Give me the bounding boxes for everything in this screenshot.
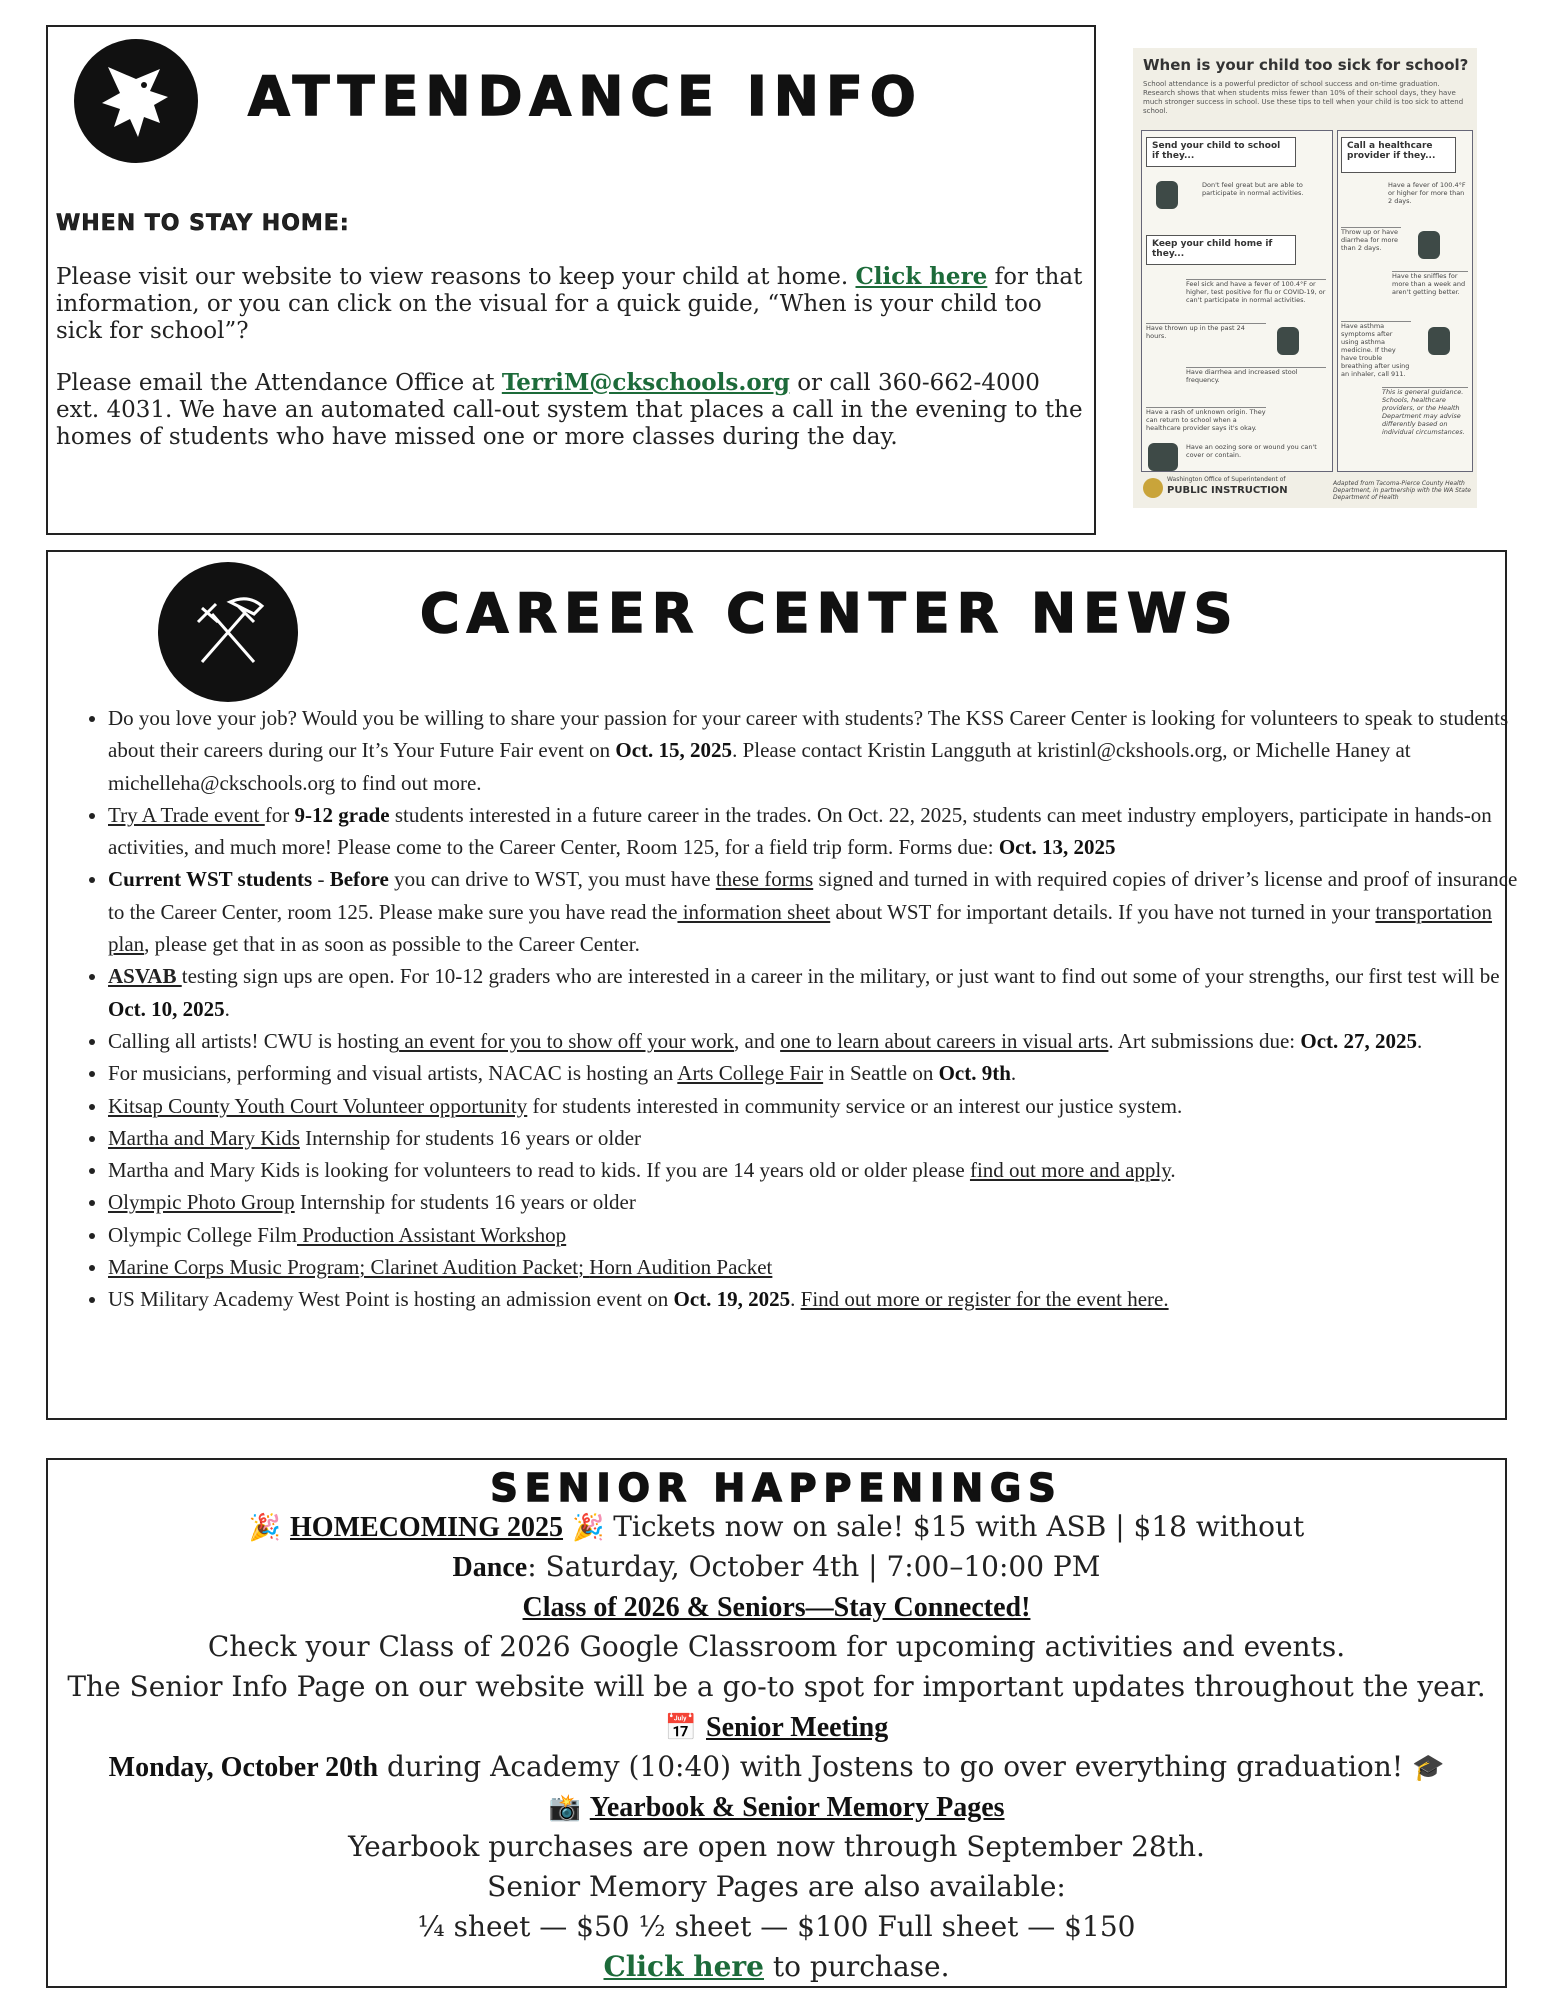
production-assistant-link[interactable]: Production Assistant Workshop [297, 1222, 567, 1247]
prices-line: ¼ sheet — $50 ½ sheet — $100 Full sheet — $150 [417, 1910, 1136, 1943]
list-item: • US Military Academy West Point is hosting an admission event on Oct. 19, 2025. Find out more or register for the event here. [108, 1283, 1538, 1315]
attendance-title: ATTENDANCE INFO [248, 65, 923, 128]
eagle-logo-icon [74, 39, 198, 163]
career-center-section [46, 550, 1518, 1420]
west-point-register-link[interactable]: Find out more or register for the event here. [800, 1287, 1169, 1312]
ospi-seal-icon [1143, 478, 1163, 498]
youth-court-link[interactable]: Kitsap County Youth Court Volunteer opportunity [108, 1093, 528, 1118]
career-title: CAREER CENTER NEWS [420, 582, 1240, 645]
attendance-section [46, 25, 1096, 535]
cwu-visual-arts-link[interactable]: one to learn about careers in visual arts [780, 1028, 1109, 1053]
attendance-paragraph-2: Please email the Attendance Office at TerriM@ckschools.org or call 360-662-4000 ext. 4031. We have an automated call-out system that places a call in the evening to the homes of students who have missed one or more classes during the day. [56, 369, 1083, 450]
party-popper-icon: 🎉 [248, 1513, 282, 1543]
transportation-plan-link[interactable]: transportation plan [108, 899, 1493, 957]
left-column: Send your child to school if they... Don't feel great but are able to participate in normal activities. Keep your child home if they... Feel sick and have a fever of 100.4°F or higher, test positive for flu or COVID-19, or can't participate in normal activities. Have thrown up in the past 24 hours. Have diarrhea and increased stool frequency. Have a rash of unknown origin. They can return to school when a healthcare provider says it's okay. Have an oozing sore or wound you can't cover or contain. [1141, 130, 1333, 472]
list-item: • Calling all artists! CWU is hosting an event for you to show off your work, and one to learn about careers in visual arts. Art submissions due: Oct. 27, 2025. [108, 1025, 1538, 1057]
graphic-credit: Adapted from Tacoma-Pierce County Health Department, in partnership with the WA State Department of Health [1333, 480, 1471, 501]
senior-title: SENIOR HAPPENINGS [490, 1466, 1063, 1510]
hammer-pick-icon [158, 562, 298, 702]
keep-label: Keep your child home if they... [1146, 235, 1296, 265]
yearbook-line: Yearbook purchases are open now through September 28th. [348, 1830, 1205, 1863]
find-out-apply-link[interactable]: find out more and apply [969, 1158, 1171, 1183]
meeting-heading: 📅 Senior Meeting [664, 1712, 889, 1743]
list-item: • Current WST students - Before you can drive to WST, you must have these forms signed and turned in with required copies of driver’s license and proof of insurance to the Career Center, room 125. Please make sure you have read the information sheet about WST for important details. If you have not turned in your transportation plan, please get that in as soon as possible to the Career Center. [108, 863, 1538, 960]
list-item: • Kitsap County Youth Court Volunteer opportunity for students interested in community service or an interest our justice system. [108, 1090, 1538, 1122]
send-label: Send your child to school if they... [1146, 137, 1296, 167]
list-item: • Olympic College Film Production Assistant Workshop [108, 1219, 1538, 1251]
marine-music-link[interactable]: Marine Corps Music Program [108, 1255, 360, 1280]
dance-line: Dance: Saturday, October 4th | 7:00–10:00 PM [452, 1550, 1101, 1583]
purchase-click-here-link[interactable]: Click here [603, 1950, 764, 1983]
click-here-link[interactable]: Click here [855, 263, 988, 290]
list-item: • Martha and Mary Kids Internship for students 16 years or older [108, 1122, 1538, 1154]
olympic-photo-link[interactable]: Olympic Photo Group [108, 1190, 295, 1215]
homecoming-link[interactable]: HOMECOMING 2025 [290, 1512, 564, 1543]
cwu-show-work-link[interactable]: an event for you to show off your work [399, 1028, 735, 1053]
list-item: • Marine Corps Music Program; Clarinet Audition Packet; Horn Audition Packet [108, 1251, 1538, 1283]
information-sheet-link[interactable]: information sheet [677, 899, 831, 924]
list-item: • Martha and Mary Kids is looking for volunteers to read to kids. If you are 14 years old or older please find out more and apply. [108, 1154, 1538, 1186]
clarinet-packet-link[interactable]: Clarinet Audition Packet [370, 1255, 579, 1280]
info-page-line: The Senior Info Page on our website will be a go-to spot for important updates throughout the year. [67, 1670, 1486, 1703]
yearbook-heading: 📸 Yearbook & Senior Memory Pages [548, 1792, 1005, 1823]
list-item: • Olympic Photo Group Internship for students 16 years or older [108, 1186, 1538, 1218]
try-a-trade-link[interactable]: Try A Trade event [108, 802, 265, 827]
call-label: Call a healthcare provider if they... [1341, 137, 1456, 173]
sick-graphic-intro: School attendance is a powerful predictor of school success and on-time graduation. Research shows that when students miss fewer than 10% of their school days, they have much stronger success in school. Use these tips to tell when your child is too sick to attend school. [1143, 80, 1464, 115]
attendance-paragraph-1: Please visit our website to view reasons to keep your child at home. Click here for that information, or you can click on the visual for a quick guide, “When is your child too sick for school”? [56, 263, 1083, 344]
too-sick-guide-graphic[interactable]: When is your child too sick for school? School attendance is a powerful predictor of school success and on-time graduation. Research shows that when students miss fewer than 10% of their school days, they have much stronger success in school. Use these tips to tell when your child is too sick to attend school. Send your child to school if they... Don't feel great but are able to participate in normal activities. Keep your child home if they... Feel sick and have a fever of 100.4°F or higher, test positive for flu or COVID-19, or can't participate in normal activities. Have thrown up in the past 24 hours. Have diarrhea and increased stool frequency. Have a rash of unknown origin. They can return to school when a healthcare provider says it's okay. Have an oozing sore or wound you can't cover or contain. Call a healthcare provider if they... Have a fever of 100.4°F or higher for more than 2 days. Throw up or have diarrhea for more than 2 days. Have the sniffles for more than a week and aren't getting better. Have asthma symptoms after using asthma medicine. If they have trouble breathing after using an inhaler, call 911. This is general guidance. Schools, healthcare providers, or the Health Department may advise differently based on individual circumstances. Washington Office of Superintendent of PUBLIC INSTRUCTION Adapted from Tacoma-Pierce County Health Department, in partnership with the WA State Department of Health [1133, 48, 1477, 508]
attendance-email-link[interactable]: TerriM@ckschools.org [501, 369, 790, 396]
meeting-line: Monday, October 20th during Academy (10:40) with Jostens to go over everything graduation! 🎓 [108, 1750, 1445, 1783]
sick-graphic-title: When is your child too sick for school? [1143, 56, 1469, 74]
senior-happenings-section [46, 1458, 1507, 1988]
list-item: • Do you love your job? Would you be willing to share your passion for your career with students? The KSS Career Center is looking for volunteers to speak to students about their careers during our It’s Your Future Fair event on Oct. 15, 2025. Please contact Kristin Langguth at kristinl@ckshools.org, or Michelle Haney at michelleha@ckschools.org to find out more. [108, 702, 1538, 799]
hand-icon [1148, 443, 1178, 471]
arts-college-fair-link[interactable]: Arts College Fair [677, 1061, 824, 1086]
these-forms-link[interactable]: these forms [715, 867, 814, 892]
class-heading: Class of 2026 & Seniors—Stay Connected! [522, 1592, 1031, 1623]
camera-icon: 📸 [548, 1793, 581, 1823]
ospi-label: PUBLIC INSTRUCTION [1167, 485, 1288, 496]
career-news-list [64, 702, 1538, 1316]
right-column: Call a healthcare provider if they... Have a fever of 100.4°F or higher for more than 2 days. Throw up or have diarrhea for more than 2 days. Have the sniffles for more than a week and aren't getting better. Have asthma symptoms after using asthma medicine. If they have trouble breathing after using an inhaler, call 911. This is general guidance. Schools, healthcare providers, or the Health Department may advise differently based on individual circumstances. [1337, 130, 1473, 472]
homecoming-line: 🎉 HOMECOMING 2025 🎉 Tickets now on sale! $15 with ASB | $18 without [248, 1510, 1305, 1543]
martha-mary-link[interactable]: Martha and Mary Kids [108, 1125, 300, 1150]
horn-packet-link[interactable]: Horn Audition Packet [589, 1255, 773, 1280]
person-icon [1277, 327, 1299, 355]
list-item: • Try A Trade event for 9-12 grade students interested in a future career in the trades. On Oct. 22, 2025, students can meet industry employers, participate in hands-on activities, and much more! Please come to the Career Center, Room 125, for a field trip form. Forms due: Oct. 13, 2025 [108, 799, 1538, 864]
stay-home-subheading: WHEN TO STAY HOME: [56, 211, 350, 236]
list-item: • ASVAB testing sign ups are open. For 10-12 graders who are interested in a career in the military, or just want to find out some of your strengths, our first test will be Oct. 10, 2025. [108, 960, 1538, 1025]
list-item: • For musicians, performing and visual artists, NACAC is hosting an Arts College Fair in Seattle on Oct. 9th. [108, 1057, 1538, 1089]
memory-line: Senior Memory Pages are also available: [487, 1870, 1066, 1903]
inhaler-icon [1428, 327, 1450, 355]
backpack-icon [1156, 181, 1178, 209]
graduation-cap-icon: 🎓 [1411, 1753, 1445, 1783]
classroom-line: Check your Class of 2026 Google Classroom for upcoming activities and events. [207, 1630, 1346, 1663]
party-popper-icon: 🎉 [571, 1513, 605, 1543]
calendar-icon: 📅 [664, 1713, 698, 1743]
asvab-link[interactable]: ASVAB [108, 964, 182, 989]
toilet-icon [1418, 231, 1440, 259]
purchase-line: Click here to purchase. [603, 1950, 950, 1983]
